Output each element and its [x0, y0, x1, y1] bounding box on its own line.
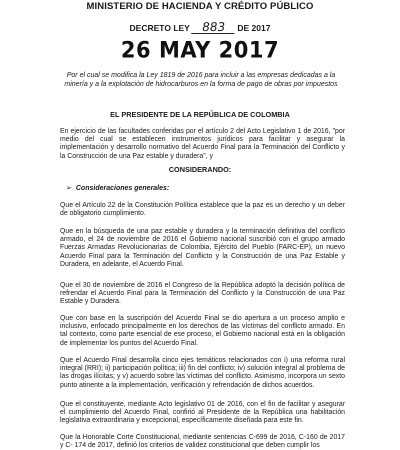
date-stamp: 26 MAY 2017	[120, 37, 280, 63]
paragraph-1: Que el Artículo 22 de la Constitución Política establece que la paz es un derecho y un deber de obligatorio cumplimiento.	[60, 202, 345, 218]
paragraph-2: Que en la búsqueda de una paz estable y duradera y la terminación definitiva del conflicto armado, el 24 de noviembre de 2016 el Gobierno nacional suscribió con el grupo armado Fuerzas Armadas Revolucionarias de Colombia, Ejército del Pueblo (FARC-EP), un nuevo Acuerdo Final para la Terminación del Conflicto y la Construcción de una Paz Estable y Duradera, en adelante, el Acuerdo Final.	[60, 228, 345, 268]
decree-number-handwritten: 883	[191, 22, 236, 34]
paragraph-4: Que con base en la suscripción del Acuerdo Final se dio apertura a un proceso amplio e inclusivo, enfocado principalmente en los derechos de las víctimas del conflicto armado. En tal contexto, como parte esencial de ese proceso, el Gobierno nacional está en la obligación de implementar los puntos del Acuerdo Final.	[60, 315, 345, 347]
decree-year: DE 2017	[237, 23, 271, 33]
president-heading: EL PRESIDENTE DE LA REPÚBLICA DE COLOMBIA	[110, 110, 290, 119]
ministry-heading: MINISTERIO DE HACIENDA Y CRÉDITO PÚBLICO	[86, 1, 314, 12]
decree-prefix: DECRETO LEY	[129, 23, 190, 33]
intro-paragraph: En ejercicio de las facultades conferidas por el artículo 2 del Acto Legislativo 1 de 2016, "por medio del cual se establecen instrumentos jurídicos para facilitar y asegurar la implementación y desarrollo normativo del Acuerdo Final para la Terminación del Conflicto y la Construcción de una Paz estable y duradera", y	[60, 128, 345, 160]
consideraciones-generales	[66, 184, 169, 192]
considerando-heading: CONSIDERANDO:	[168, 165, 232, 174]
paragraph-7: Que la Honorable Corte Constitucional, mediante sentencias C-699 de 2016, C-160 de 2017 y C- 174 de 2017, definió los criterios de validez constitucional que deben cumplir los	[60, 434, 345, 450]
consideraciones-label: Consideraciones generales:	[75, 185, 170, 192]
paragraph-6: Que el constituyente, mediante Acto legislativo 01 de 2016, con el fin de facilitar y asegurar el cumplimiento del Acuerdo Final, confirió al Presidente de la República una habilitación legislativa extraordinaria y excepcional, específicamente diseñada para este fin.	[60, 401, 345, 425]
decree-number-line	[0, 22, 400, 34]
paragraph-5: Que el Acuerdo Final desarrolla cinco ejes temáticos relacionados con i) una reforma rural integral (RRI); ii) participación política; iii) fin del conflicto; iv) solución integral al problema de las drogas ilícitas; y v) acuerdo sobre las víctimas del conflicto. Asimismo, incorpora un sexto punto atinente a la implementación, verificación y refrendación de dichos acuerdos.	[60, 357, 345, 389]
decree-subtitle: Por el cual se modifica la Ley 1819 de 2016 para incluir a las empresas dedicadas a la minería y a la explotación de hidrocarburos en la forma de pago de obras por impuestos	[64, 72, 338, 88]
arrow-bullet-icon: ➢	[66, 185, 72, 192]
paragraph-3: Que el 30 de noviembre de 2016 el Congreso de la República adoptó la decisión política de refrendar el Acuerdo Final para la Terminación del Conflicto y la Construcción de una Paz Estable y Duradera.	[60, 282, 345, 306]
